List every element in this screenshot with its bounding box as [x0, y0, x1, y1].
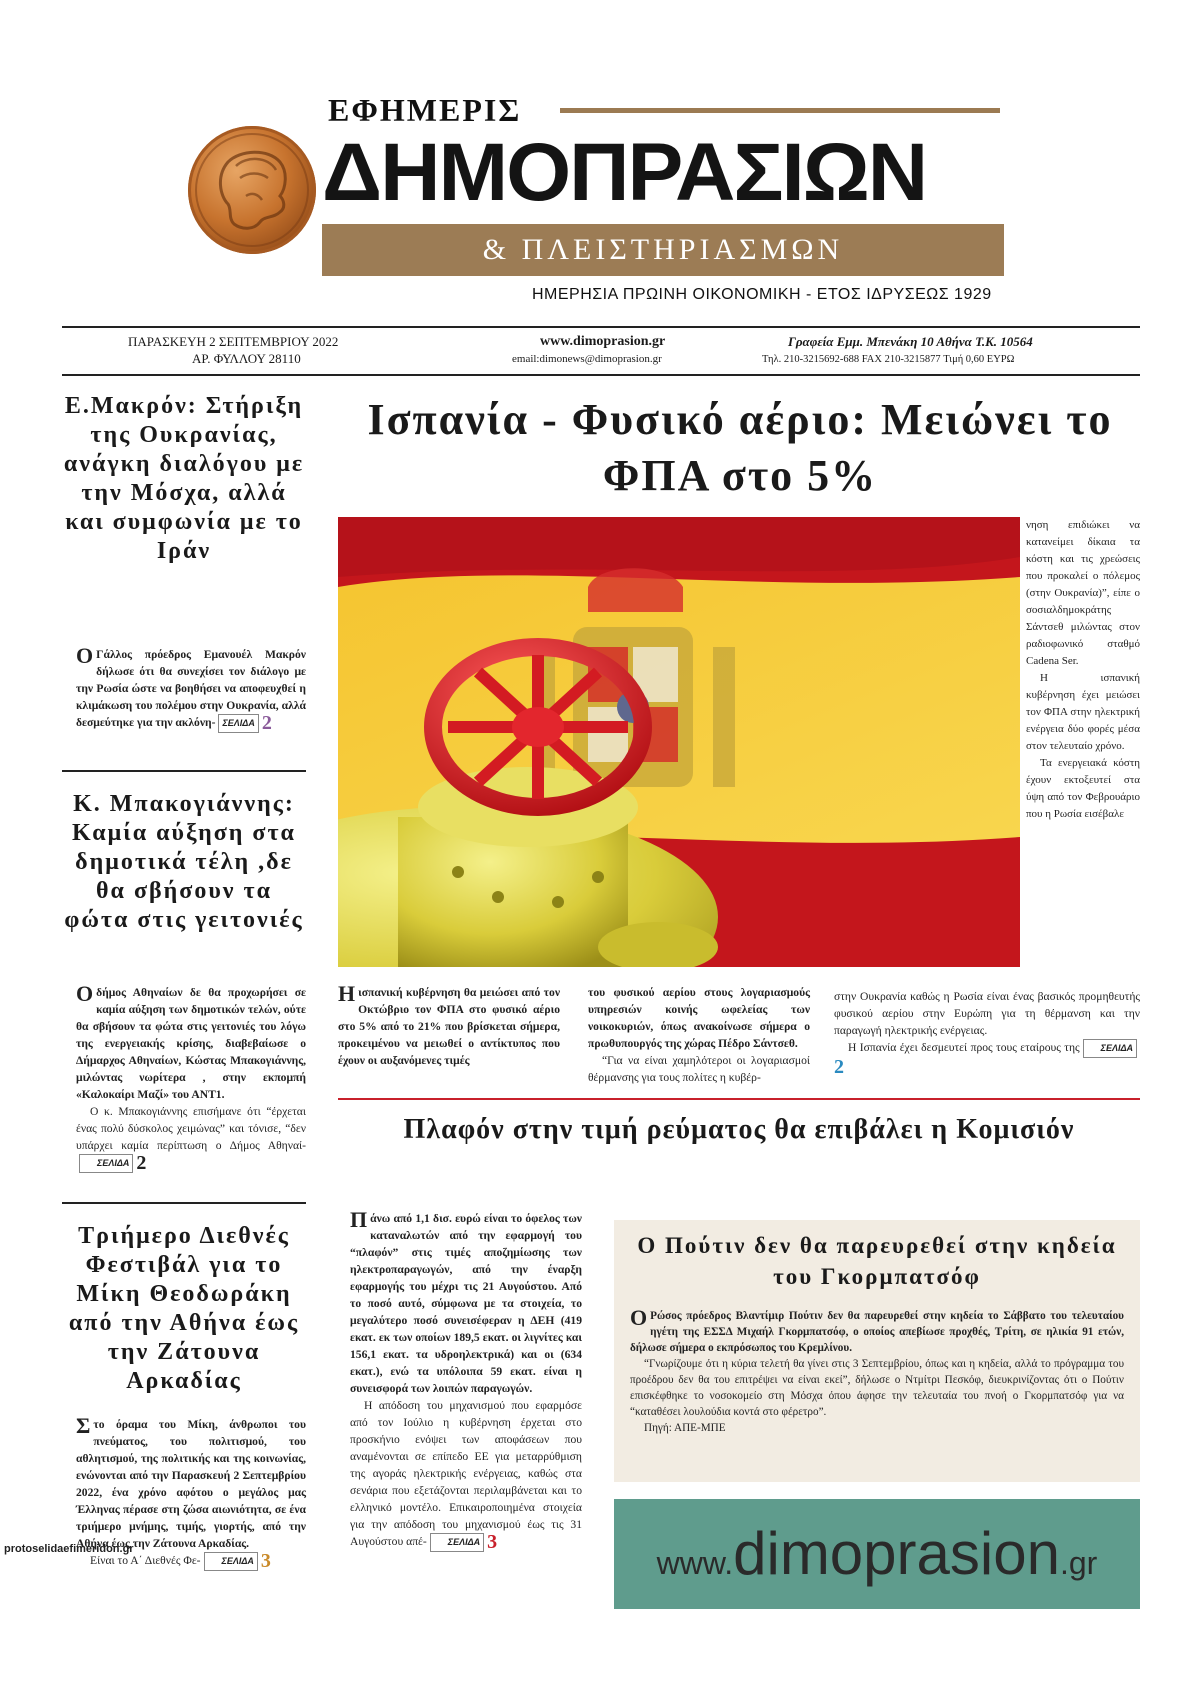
office-address: Γραφεία Εμμ. Μπενάκη 10 Αθήνα Τ.Κ. 10564 [788, 334, 1033, 349]
macron-text: Γάλλος πρόεδρος Εμανουέλ Μακρόν δήλωσε ότι θα συνεχίσει τον διάλογο με την Ρωσία ώστε να βοηθήσει να αποφευχθεί η κλιμάκωση του πολέμου στην Ουκρανία, αλλά δεσμεύτηκε για την ακλόνη- [76, 648, 306, 730]
masthead-kicker: ΕΦΗΜΕΡΙΣ [328, 92, 522, 128]
putin-text-bold: Ρώσος πρόεδρος Βλαντίμιρ Πούτιν δεν θα παρευρεθεί στην κηδεία το Σάββατο του τελευταίου ηγέτη της ΕΣΣΔ Μιχαήλ Γκορμπατσόφ, ο οποίος απεβίωσε προχθές, Τρίτη, σε ηλικία 91 ετών, δήλωσε σήμερα ο εκπρόσωπος του Κρεμλίνου. [630, 1310, 1124, 1354]
lead-side-para3: Τα ενεργειακά κόστη έχουν εκτοξευτεί στα ύψη από τον Φεβρουάριο που η Ρωσία εισέβαλε [1026, 757, 1140, 820]
bakoyannis-text: Ο κ. Μπακογιάννης επισήμανε ότι “έρχεται ένας πολύ δύσκολος χειμώνας” και τόνισε, “δεν υπάρχει καμία περίπτωση ο Δήμος Αθηναί- [76, 1105, 306, 1152]
info-rule [62, 374, 1140, 376]
lead-side-column [1026, 517, 1140, 823]
lead-headline: Ισπανία - Φυσικό αέριο: Μειώνει το ΦΠΑ στο 5% [367, 395, 1113, 500]
lead-photo [338, 517, 1020, 967]
masthead-subtitle: & ΠΛΕΙΣΤΗΡΙΑΣΜΩΝ [322, 224, 1004, 276]
putin-text: “Γνωρίζουμε ότι η κύρια τελετή θα γίνει στις 3 Σεπτεμβρίου, όπως και η κηδεία, αλλά το πρόγραμμα του προέδρου δεν θα του επιτρέψει να είναι εκεί”, δήλωσε ο Ντμίτρι Πεσκόφ, διευκρινίζοντας ότι ο Πούτιν επισκέφθηκε το νοσοκομείο στη Μόσχα όπου άφησε την τελευταία του πνοή ο Γκορμπατσόφ για να “καταθέσει λουλούδια κοντά στο φέρετρο”. [630, 1358, 1124, 1418]
contacts: Τηλ. 210-3215692-688 FAX 210-3215877 Τιμή 0,60 ΕΥΡΩ [762, 354, 1015, 365]
plafon-page-ref[interactable]: 3 [487, 1531, 498, 1553]
putin-body [630, 1305, 1124, 1436]
section-rule-red [338, 1098, 1140, 1100]
putin-box [614, 1220, 1140, 1482]
email-link[interactable]: email:dimonews@dimoprasion.gr [512, 353, 662, 365]
bakoyannis-text-bold: δήμος Αθηναίων δε θα προχωρήσει σε καμία αύξηση των δημοτικών τελών, ούτε θα σβήσουν τα φώτα στις γειτονιές του λόγω της ενεργειακής κρίσης, διαβεβαίωσε ο Δήμαρχος Αθηναίων, Κώστας Μπακογιάννης, μιλώντας νωρίτερα , στην εκπομπή «Καλοκαίρι Μαζί» του ΑΝΤ1. [76, 986, 306, 1101]
divider [62, 1202, 306, 1204]
bakoyannis-dropcap: Ο [76, 981, 94, 1006]
lead-side-para2: Η ισπανική κυβέρνηση έχει μειώσει τον ΦΠΑ στην ηλεκτρική ενέργεια δύο φορές μέσα στον τελευταίο χρόνο. [1026, 672, 1140, 752]
issue-number: ΑΡ. ΦΥΛΛΟΥ 28110 [192, 351, 301, 366]
page-ref-badge: ΣΕΛΙΔΑ [79, 1154, 133, 1173]
masthead-tagline: ΗΜΕΡΗΣΙΑ ΠΡΩΙΝΗ ΟΙΚΟΝΟΜΙΚΗ - ΕΤΟΣ ΙΔΡΥΣΕΩΣ 1929 [532, 286, 992, 303]
lead-col2-para1: του φυσικού αερίου στους λογαριασμούς υπηρεσιών κοινής ωφελείας των νοικοκυριών, όπως ανακοίνωσε σήμερα ο πρωθυπουργός της χώρας Πέδρο Σάντσεθ. [588, 986, 810, 1050]
bakoyannis-page-ref[interactable]: 2 [136, 1152, 147, 1174]
macron-headline: Ε.Μακρόν: Στήριξη της Ουκρανίας, ανάγκη διαλόγου με την Μόσχα, αλλά και συμφωνία με το Ιράν [63, 393, 305, 564]
plafon-text-bold: άνω από 1,1 δισ. ευρώ είναι το όφελος των καταναλωτών από την εφαρμογή του “πλαφόν” στις τιμές αποζημίωσης των ηλεκτροπαραγωγών, από την έναρξη εφαρμογής του μέχρι τις 21 Αυγούστου. Από το ποσό αυτό, σύμφωνα με τα στοιχεία, το μεγαλύτερο ποσό συνεισέφεραν η ΔΕΗ (419 εκατ. εκ των οποίων 189,5 εκατ. οι λιγνίτες και 156,1 εκατ. τα υδροηλεκτρικά) και οι (634 εκατ.), ενώ τα υπόλοιπα 59 εκατ. είναι η συνεισφορά των λοιπών παραγωγών. [350, 1212, 582, 1395]
page-ref-badge: ΣΕΛΙΔΑ [430, 1533, 484, 1552]
lead-dropcap: Η [338, 981, 356, 1006]
banner-prefix: www. [656, 1545, 734, 1581]
macron-body [76, 643, 306, 734]
festival-dropcap: Σ [76, 1413, 91, 1438]
page-ref-badge: ΣΕΛΙΔΑ [218, 714, 258, 733]
macron-page-ref[interactable]: 2 [261, 712, 272, 734]
lead-col2-para2: “Για να είναι χαμηλότεροι οι λογαριασμοί θέρμανσης για τους πολίτες η κυβέρ- [588, 1054, 810, 1084]
festival-headline: Τριήμερο Διεθνές Φεστιβάλ για το Μίκη Θεοδωράκη από την Αθήνα έως την Ζάτουνα Αρκαδίας [68, 1223, 300, 1394]
top-rule [62, 326, 1140, 328]
banner-name: dimoprasion [733, 1520, 1060, 1587]
issue-date: ΠΑΡΑΣΚΕΥΗ 2 ΣΕΠΤΕΜΒΡΙΟΥ 2022 [128, 334, 339, 349]
festival-text-bold: το όραμα του Μίκη, άνθρωποι του πνεύματος, του πολιτισμού, του αθλητισμού, της πολιτικής και της κοινωνίας, ενώνονται από την Παρασκευή 2 Σεπτεμβρίου 2022, ένα χρόνο αφότου ο μεγάλος μας Έλληνας πέρασε στη ζώσα αιωνιότητα, σε ένα τριήμερο μνήμης, τιμής, γιορτής, από την Αθήνα έως την Ζάτουνα Αρκαδίας. [76, 1418, 306, 1550]
putin-dropcap: Ο [630, 1305, 648, 1330]
plafon-text: Η απόδοση του μηχανισμού που εφαρμόσε από τον Ιούλιο η κυβέρνηση έρχεται στο προσκήνιο ενόψει των αποφάσεων που αναμένονται σε επίπεδο ΕΕ για μεταρρύθμιση της αγοράς ηλεκτρικής ενέργειας, καθώς στα σενάρια που εξετάζονται περιλαμβάνεται και το ελληνικό μοντέλο. Επικαιροποιημένα στοιχεία για την απόδοση του μηχανισμού έως τις 31 Αυγούστου απέ- [350, 1399, 582, 1549]
macron-dropcap: Ο [76, 643, 94, 668]
bakoyannis-headline: Κ. Μπακογιάννης: Καμία αύξηση στα δημοτικά τέλη ,δε θα σβήσουν τα φώτα στις γειτονιές [64, 791, 304, 933]
lead-col1 [338, 981, 560, 1069]
page-ref-badge: ΣΕΛΙΔΑ [1083, 1039, 1137, 1058]
spain-flag-gas-valve-image [338, 517, 1020, 967]
lead-col3 [834, 988, 1140, 1076]
info-bar [62, 332, 1140, 372]
coin-logo [188, 126, 316, 254]
plafon-headline: Πλαφόν στην τιμή ρεύματος θα επιβάλει η Κομισιόν [403, 1114, 1075, 1145]
bakoyannis-body [76, 981, 306, 1174]
page-ref-number[interactable]: 2 [834, 1055, 844, 1078]
divider [62, 770, 306, 772]
plafon-dropcap: Π [350, 1207, 368, 1232]
lead-col1-text: ισπανική κυβέρνηση θα μειώσει από τον Οκτώβριο τον ΦΠΑ στο φυσικό αέριο στο 5% από το 21% που βρίσκεται σήμερα, προκειμένου να μειωθεί ο αντίκτυπος που έχουν οι αυξανόμενες τιμές [338, 986, 560, 1067]
masthead-rule [560, 108, 1000, 113]
lead-side-para1: νηση επιδιώκει να κατανείμει δίκαια τα κόστη και τις χρεώσεις που προκαλεί ο πόλεμος (στην Ουκρανία)”, είπε ο σοσιαλδημοκράτης Σάντσεθ μιλώντας στον ραδιοφωνικό σταθμό Cadena Ser. [1026, 519, 1140, 667]
banner-suffix: .gr [1059, 1545, 1098, 1581]
website-banner-text[interactable] [614, 1499, 1140, 1609]
putin-headline: Ο Πούτιν δεν θα παρευρεθεί στην κηδεία του Γκορμπατσόφ [637, 1233, 1117, 1289]
lead-col2 [588, 984, 810, 1086]
masthead-title: ΔΗΜΟΠΡΑΣΙΩΝ [322, 127, 927, 218]
putin-source: Πηγή: ΑΠΕ-ΜΠΕ [644, 1422, 726, 1434]
festival-text: Είναι το Α΄ Διεθνές Φε- [90, 1554, 201, 1568]
plafon-body [350, 1207, 582, 1553]
watermark: protoselidaefimeridon.gr [4, 1543, 134, 1555]
website-link[interactable]: www.dimoprasion.gr [540, 334, 666, 349]
lead-col3-para2: Η Ισπανία έχει δεσμευτεί προς τους εταίρους της [848, 1041, 1080, 1055]
festival-page-ref[interactable]: 3 [260, 1550, 271, 1572]
lead-col3-para1: στην Ουκρανία καθώς η Ρωσία είναι ένας βασικός προμηθευτής φυσικού αερίου στην Ευρώπη για τη θέρμανση και την παραγωγή ηλεκτρικής ενέργειας. [834, 990, 1140, 1037]
page-ref-badge: ΣΕΛΙΔΑ [204, 1552, 258, 1571]
